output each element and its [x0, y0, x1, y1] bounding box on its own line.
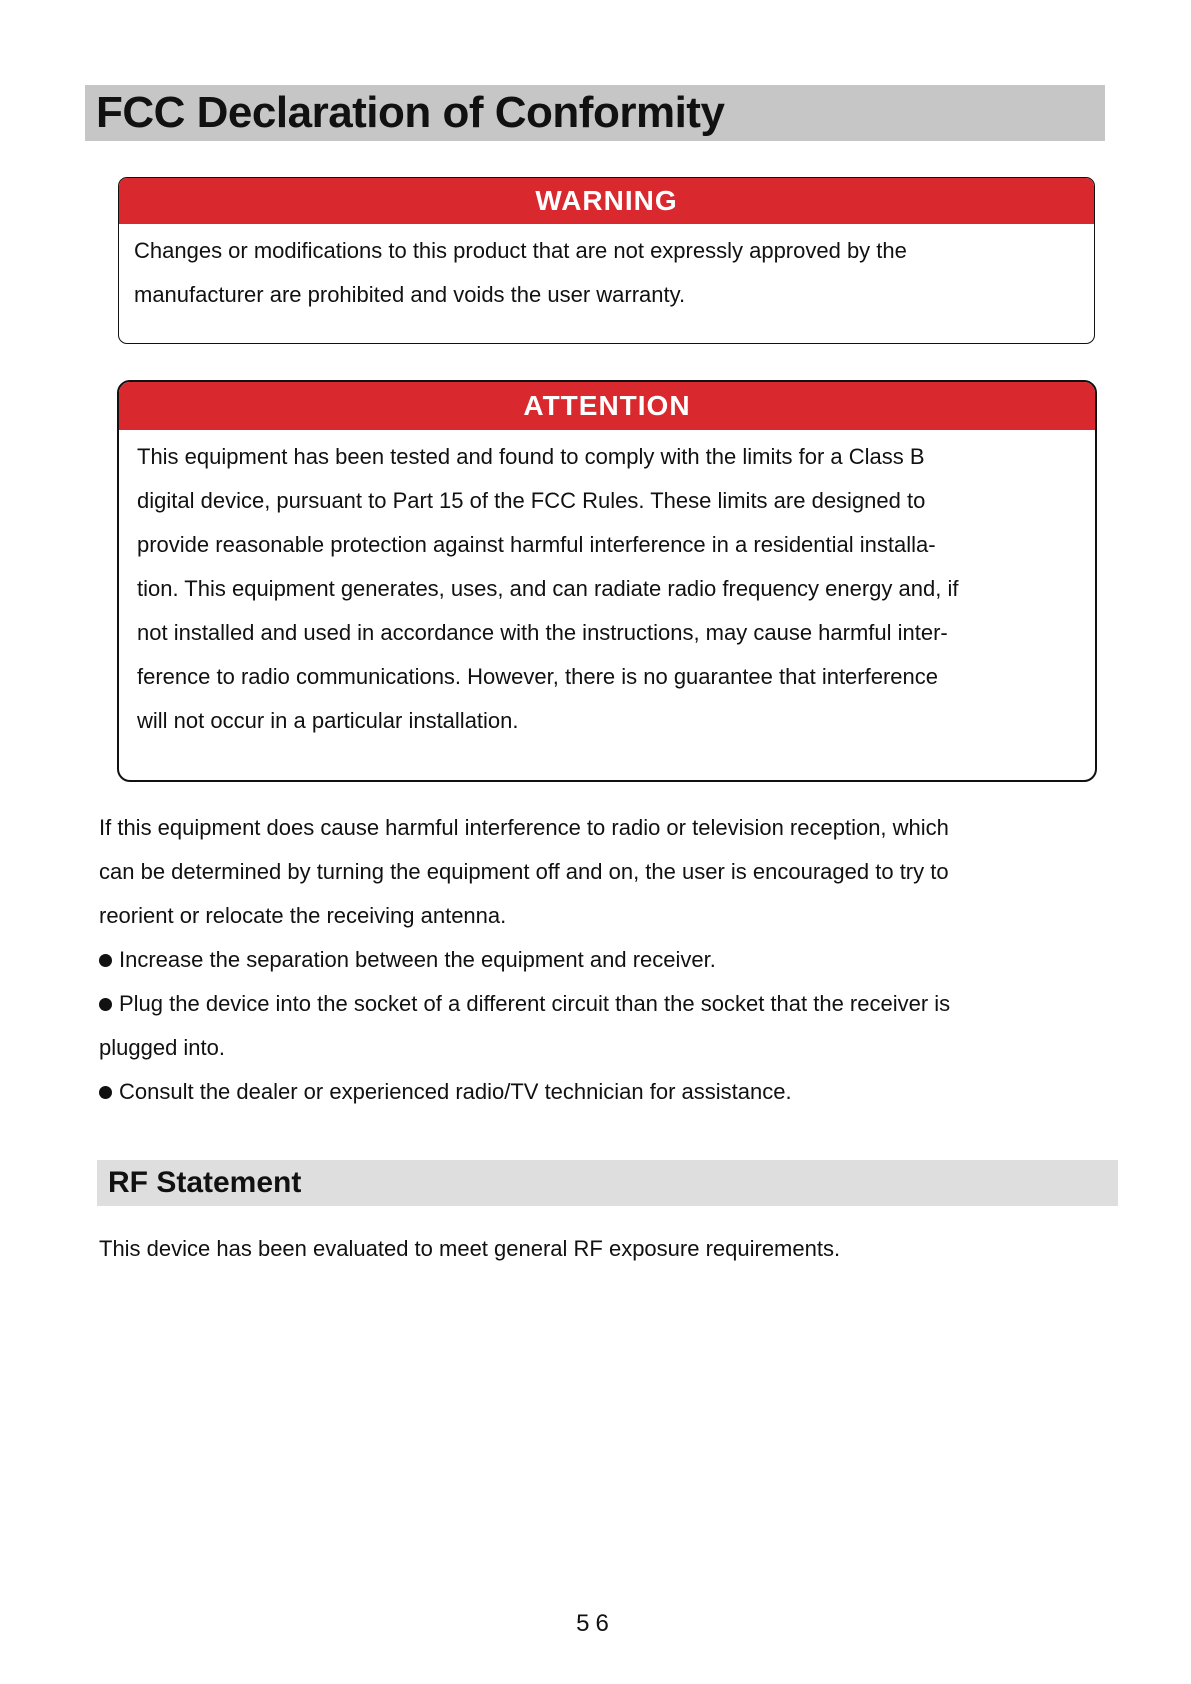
warning-line: Changes or modifications to this product that are not expressly approved by the — [134, 238, 907, 263]
bullet-icon — [99, 954, 112, 967]
attention-box — [117, 380, 1097, 782]
attention-line: digital device, pursuant to Part 15 of the FCC Rules. These limits are designed to — [137, 488, 926, 513]
bullet-item — [99, 982, 1119, 1026]
page-title: FCC Declaration of Conformity — [96, 88, 725, 137]
attention-line: not installed and used in accordance with the instructions, may cause harmful inter- — [137, 620, 948, 645]
attention-body — [119, 430, 1095, 743]
intro-line: can be determined by turning the equipment off and on, the user is encouraged to try to — [99, 859, 949, 884]
bullet-text: Consult the dealer or experienced radio/TV technician for assistance. — [119, 1079, 792, 1104]
intro-line: If this equipment does cause harmful interference to radio or television reception, which — [99, 815, 949, 840]
warning-body — [119, 224, 1094, 317]
interference-section — [99, 806, 1119, 1114]
rf-statement-band — [97, 1160, 1118, 1206]
page-title-band — [85, 85, 1105, 141]
warning-box — [118, 177, 1095, 344]
bullet-continuation: plugged into. — [99, 1035, 225, 1060]
attention-line: will not occur in a particular installation. — [137, 708, 519, 733]
bullet-icon — [99, 998, 112, 1011]
attention-line: This equipment has been tested and found to comply with the limits for a Class B — [137, 444, 925, 469]
attention-line: provide reasonable protection against harmful interference in a residential installa- — [137, 532, 936, 557]
bullet-item — [99, 1070, 1119, 1114]
interference-intro — [99, 806, 1119, 938]
attention-line: ference to radio communications. However, there is no guarantee that interference — [137, 664, 939, 689]
rf-statement-title: RF Statement — [108, 1166, 302, 1199]
bullet-text: Plug the device into the socket of a different circuit than the socket that the receiver is — [119, 991, 951, 1016]
bullet-text: Increase the separation between the equipment and receiver. — [119, 947, 716, 972]
intro-line: reorient or relocate the receiving antenna. — [99, 903, 507, 928]
bullet-icon — [99, 1086, 112, 1099]
attention-header: ATTENTION — [119, 382, 1095, 430]
bullet-item — [99, 938, 1119, 982]
attention-line: tion. This equipment generates, uses, and can radiate radio frequency energy and, if — [137, 576, 959, 601]
rf-statement-text: This device has been evaluated to meet general RF exposure requirements. — [99, 1236, 841, 1261]
warning-line: manufacturer are prohibited and voids the user warranty. — [134, 282, 686, 307]
page-number: 56 — [576, 1610, 615, 1637]
warning-header: WARNING — [119, 178, 1094, 224]
